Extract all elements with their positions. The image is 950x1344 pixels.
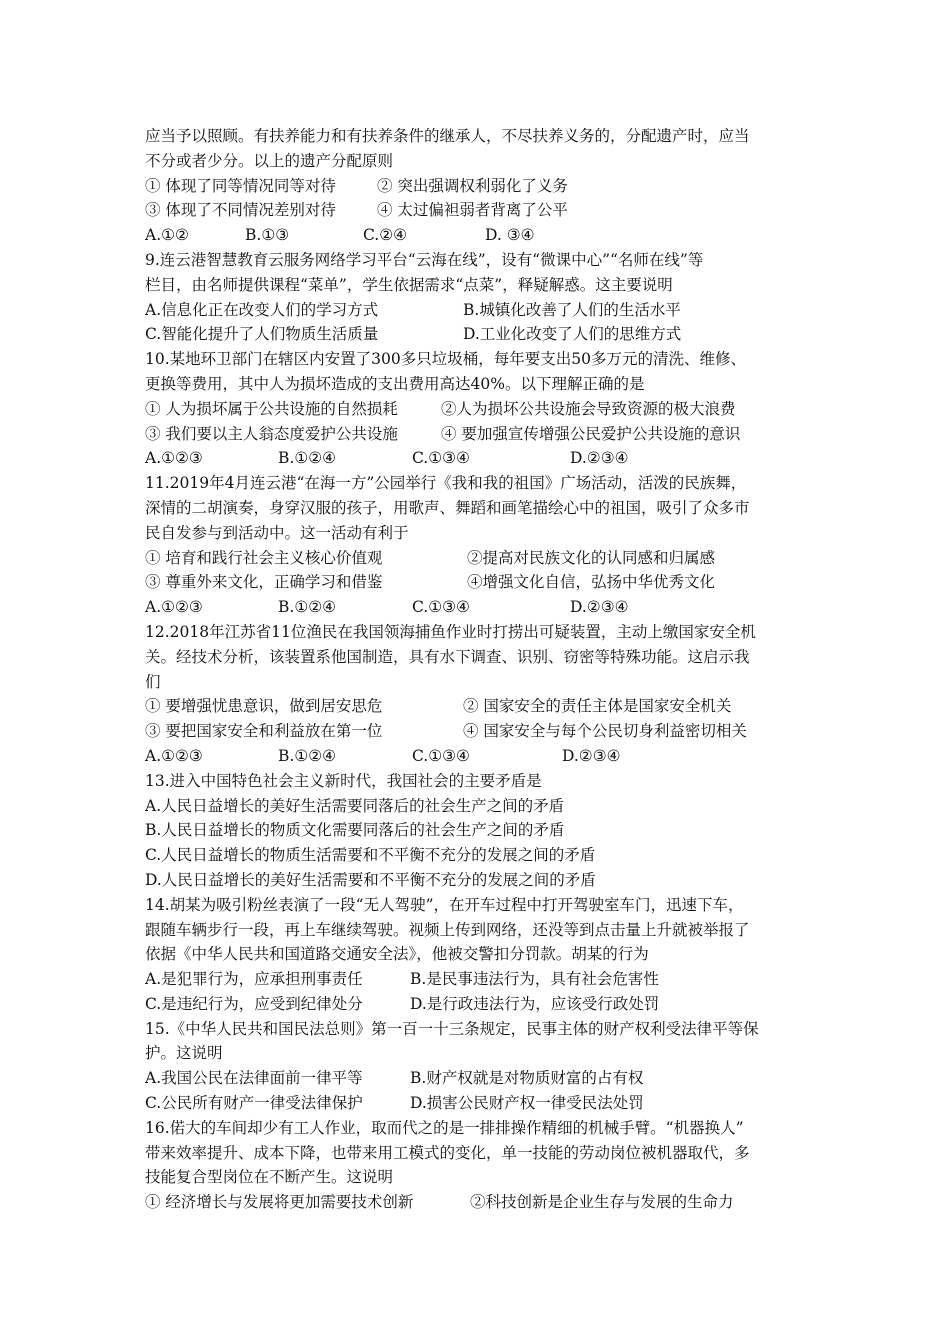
question-stem: 带来效率提升、成本下降，也带来用工模式的变化，单一技能的劳动岗位被机器取代，多 — [145, 1143, 750, 1162]
option: B.是民事违法行为，具有社会危害性 — [410, 970, 659, 989]
option: C.公民所有财产一律受法律保护 — [145, 1094, 363, 1113]
option: D.损害公民财产权一律受民法处罚 — [410, 1094, 644, 1113]
option: C.人民日益增长的物质生活需要和不平衡不充分的发展之间的矛盾 — [145, 846, 596, 865]
question-stem: 15.《中华人民共和国民法总则》第一百一十三条规定，民事主体的财产权利受法律平等保 — [145, 1019, 759, 1038]
option: A.①②③ — [145, 598, 203, 617]
statement-row — [145, 397, 815, 422]
option: C.①③④ — [412, 449, 470, 468]
question-stem: 深情的二胡演奏，身穿汉服的孩子，用歌声、舞蹈和画笔描绘心中的祖国，吸引了众多市 — [145, 498, 750, 517]
statement: ① 要增强忧患意识，做到居安思危 — [145, 697, 383, 716]
statement: ④ 太过偏袒弱者背离了公平 — [377, 201, 568, 220]
option: A.①②③ — [145, 746, 203, 765]
statement: ① 人为损坏属于公共设施的自然损耗 — [145, 399, 398, 418]
option: A.是犯罪行为，应承担刑事责任 — [145, 970, 363, 989]
option: D.②③④ — [570, 598, 629, 617]
option: B.①②④ — [278, 598, 337, 617]
option: C.①③④ — [412, 598, 470, 617]
option-row — [145, 1091, 815, 1116]
question-stem: 12.2018年江苏省11位渔民在我国领海捕鱼作业时打捞出可疑装置，主动上缴国家安全机 — [145, 622, 756, 641]
option: B.①②④ — [278, 746, 337, 765]
option: D.工业化改变了人们的思维方式 — [463, 325, 682, 344]
option-row — [145, 992, 815, 1017]
option-row — [145, 298, 815, 323]
statement-row — [145, 1190, 815, 1215]
question-stem: 9.连云港智慧教育云服务网络学习平台“云海在线”，设有“微课中心”“名师在线”等 — [145, 250, 704, 269]
question-stem: 14.胡某为吸引粉丝表演了一段“无人驾驶”，在开车过程中打开驾驶室车门，迅速下车， — [145, 895, 744, 914]
option: C.①③④ — [412, 746, 470, 765]
statement-row — [145, 198, 815, 223]
question-stem: 跟随车辆步行一段，再上车继续驾驶。视频上传到网络，还没等到点击量上升就被举报了 — [145, 920, 750, 939]
question-stem: 技能复合型岗位在不断产生。这说明 — [145, 1168, 394, 1187]
statement: ③ 体现了不同情况差别对待 — [145, 201, 336, 220]
statement-row — [145, 546, 815, 571]
statement: ① 体现了同等情况同等对待 — [145, 176, 336, 195]
question-stem: 13.进入中国特色社会主义新时代，我国社会的主要矛盾是 — [145, 771, 542, 790]
statement: ③ 尊重外来文化，正确学习和借鉴 — [145, 573, 383, 592]
option-row — [145, 322, 815, 347]
question-stem: 们 — [145, 672, 161, 691]
statement: ③ 要把国家安全和利益放在第一位 — [145, 722, 383, 741]
option-row — [145, 446, 815, 471]
option: B.人民日益增长的物质文化需要同落后的社会生产之间的矛盾 — [145, 821, 565, 840]
option-row — [145, 223, 815, 248]
statement-row — [145, 422, 815, 447]
option: D.②③④ — [570, 449, 629, 468]
option: D. ③④ — [485, 226, 535, 245]
statement-row — [145, 719, 815, 744]
option-row — [145, 744, 815, 769]
option: A.①② — [145, 226, 189, 245]
option: D.是行政违法行为，应该受行政处罚 — [410, 994, 660, 1013]
option: A.信息化正在改变人们的学习方式 — [145, 300, 379, 319]
question-stem: 更换等费用，其中人为损坏造成的支出费用高达40%。以下理解正确的是 — [145, 374, 645, 393]
option-row — [145, 595, 815, 620]
statement: ① 培育和践行社会主义核心价值观 — [145, 548, 383, 567]
statement: ②提高对民族文化的认同感和归属感 — [467, 548, 716, 567]
option: B.①③ — [245, 226, 290, 245]
statement: ④增强文化自信，弘扬中华优秀文化 — [467, 573, 716, 592]
option: B.城镇化改善了人们的生活水平 — [463, 300, 681, 319]
option-row — [145, 967, 815, 992]
page-content — [145, 124, 815, 1215]
question-stem: 11.2019年4月连云港“在海一方”公园举行《我和我的祖国》广场活动，活泼的民族舞， — [145, 474, 747, 493]
statement: ② 国家安全的责任主体是国家安全机关 — [463, 697, 732, 716]
statement-row — [145, 174, 815, 199]
option: C.②④ — [363, 226, 408, 245]
statement: ③ 我们要以主人翁态度爱护公共设施 — [145, 424, 398, 443]
statement: ② 突出强调权利弱化了义务 — [377, 176, 568, 195]
statement: ②人为损坏公共设施会导致资源的极大浪费 — [441, 399, 736, 418]
question-stem: 16.偌大的车间却少有工人作业，取而代之的是一排排操作精细的机械手臂。“机器换人” — [145, 1118, 744, 1137]
option: B.财产权就是对物质财富的占有权 — [410, 1069, 644, 1088]
option: C.是违纪行为，应受到纪律处分 — [145, 994, 363, 1013]
statement: ④ 要加强宣传增强公民爱护公共设施的意识 — [441, 424, 741, 443]
option: A.人民日益增长的美好生活需要同落后的社会生产之间的矛盾 — [145, 796, 565, 815]
question-stem: 关。经技术分析，该装置系他国制造，具有水下调查、识别、窃密等特殊功能。这启示我 — [145, 647, 750, 666]
option: C.智能化提升了人们物质生活质量 — [145, 325, 379, 344]
statement: ②科技创新是企业生存与发展的生命力 — [470, 1193, 734, 1212]
statement: ④ 国家安全与每个公民切身利益密切相关 — [463, 722, 747, 741]
option: D.人民日益增长的美好生活需要和不平衡不充分的发展之间的矛盾 — [145, 870, 596, 889]
option: A.①②③ — [145, 449, 203, 468]
option: D.②③④ — [562, 746, 621, 765]
option-row — [145, 1066, 815, 1091]
intro-line: 应当予以照顾。有扶养能力和有扶养条件的继承人，不尽扶养义务的，分配遗产时，应当 — [145, 127, 750, 145]
statement-row — [145, 570, 815, 595]
option: B.①②④ — [278, 449, 337, 468]
question-stem: 10.某地环卫部门在辖区内安置了300多只垃圾桶，每年要支出50多万元的清洗、维修、 — [145, 350, 746, 369]
question-stem: 护。这说明 — [145, 1044, 223, 1063]
statement: ① 经济增长与发展将更加需要技术创新 — [145, 1193, 414, 1212]
statement-row — [145, 694, 815, 719]
question-stem: 栏目，由名师提供课程“菜单”，学生依据需求“点菜”，释疑解惑。这主要说明 — [145, 275, 673, 294]
question-stem: 民自发参与到活动中。这一活动有利于 — [145, 523, 409, 542]
question-stem: 依据《中华人民共和国道路交通安全法》，他被交警扣分罚款。胡某的行为 — [145, 945, 649, 964]
option: A.我国公民在法律面前一律平等 — [145, 1069, 363, 1088]
intro-line: 不分或者少分。以上的遗产分配原则 — [145, 151, 394, 170]
